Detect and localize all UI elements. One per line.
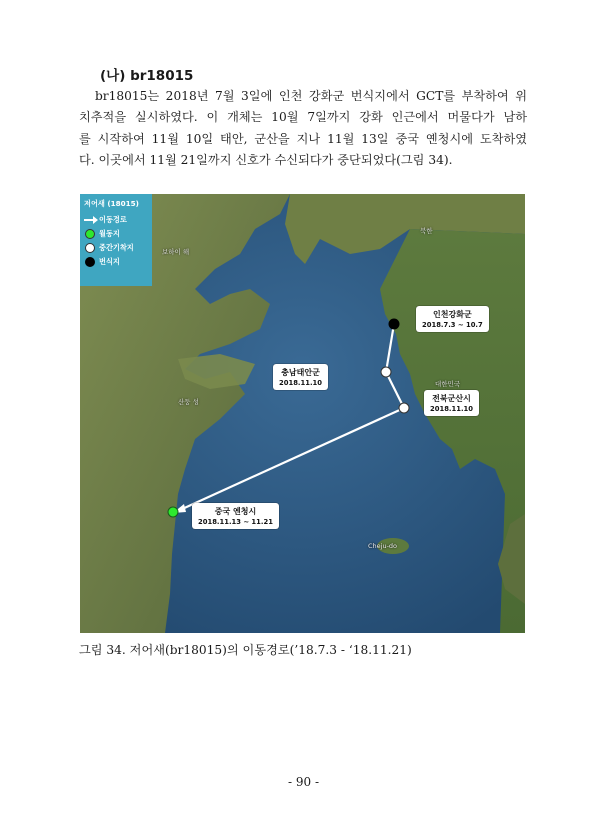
map-label-north-korea: 북한 bbox=[420, 227, 433, 235]
map-label-shandong: 산둥 성 bbox=[178, 398, 199, 406]
breeding-site-marker bbox=[389, 319, 399, 329]
callout-ganghwa bbox=[416, 306, 489, 332]
callout-gunsan bbox=[424, 390, 479, 416]
callout-date: 2018.11.10 bbox=[279, 379, 322, 387]
section-heading: (나) br18015 bbox=[100, 68, 194, 84]
callout-date: 2018.11.10 bbox=[430, 405, 473, 413]
legend-item bbox=[84, 213, 148, 227]
stopover-marker-taean bbox=[381, 367, 391, 377]
callout-taean bbox=[273, 364, 328, 390]
paragraph-line: 를 시작하여 11월 10일 태안, 군산을 지나 11월 13일 중국 옌청시에 도착하였 bbox=[79, 131, 527, 146]
legend-item bbox=[84, 227, 148, 241]
body-paragraph bbox=[79, 86, 527, 172]
paragraph-line: 치추적을 실시하였다. 이 개체는 10월 7일까지 강화 인근에서 머물다가 남하 bbox=[79, 110, 527, 125]
legend-label: 중간기착지 bbox=[99, 243, 134, 252]
arrow-icon bbox=[84, 219, 96, 221]
callout-site-name: 전북군산시 bbox=[432, 394, 471, 403]
migration-map-figure bbox=[80, 194, 525, 633]
stopover-marker-gunsan bbox=[399, 403, 409, 413]
black-dot-icon bbox=[85, 257, 95, 267]
wintering-site-marker bbox=[168, 507, 178, 517]
map-label-south-korea: 대한민국 bbox=[435, 380, 461, 388]
map-legend bbox=[80, 194, 152, 286]
paragraph-line: br18015는 2018년 7월 3일에 인천 강화군 번식지에서 GCT를 부착하여 위 bbox=[95, 89, 527, 103]
legend-title: 저어새 (18015) bbox=[84, 199, 139, 208]
legend-label: 월동지 bbox=[99, 229, 120, 238]
callout-yancheng bbox=[192, 503, 279, 529]
legend-item bbox=[84, 255, 148, 269]
legend-label: 번식지 bbox=[99, 257, 120, 266]
green-dot-icon bbox=[85, 229, 95, 239]
callout-site-name: 충남태안군 bbox=[281, 368, 320, 377]
page-number: - 90 - bbox=[287, 775, 319, 789]
map-label-bohai: 보하이 해 bbox=[162, 248, 190, 256]
white-dot-icon bbox=[85, 243, 95, 253]
legend-label: 이동경로 bbox=[99, 215, 127, 224]
callout-date: 2018.7.3 ~ 10.7 bbox=[422, 321, 483, 329]
legend-item bbox=[84, 241, 148, 255]
callout-site-name: 중국 옌청시 bbox=[214, 507, 257, 516]
figure-caption: 그림 34. 저어새(br18015)의 이동경로(’18.7.3 - ‘18.11.21) bbox=[79, 643, 412, 657]
callout-date: 2018.11.13 ~ 11.21 bbox=[198, 518, 273, 526]
callout-site-name: 인천강화군 bbox=[433, 310, 472, 319]
paragraph-line: 다. 이곳에서 11월 21일까지 신호가 수신되다가 중단되었다(그림 34). bbox=[79, 153, 453, 168]
map-label-jeju: Cheju-do bbox=[368, 542, 398, 550]
